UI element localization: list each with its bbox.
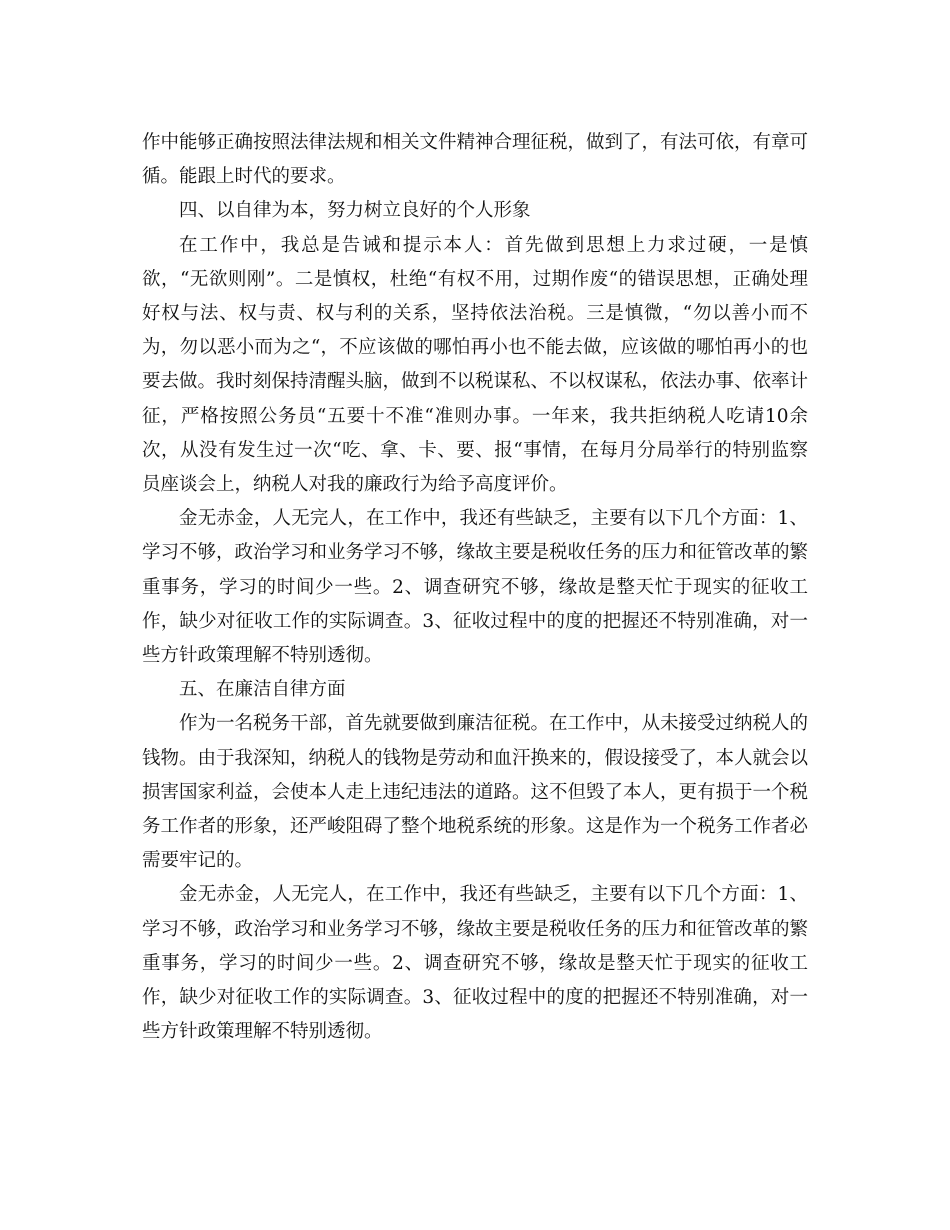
paragraph-shortcomings: 金无赤金，人无完人，在工作中，我还有些缺乏，主要有以下几个方面：1、学习不够，政治学习和业务学习不够，缘故主要是税收任务的压力和征管改革的繁重事务，学习的时间少一些。2、调查研究不够，缘故是整天忙于现实的征收工作，缺少对征收工作的实际调查。3、征收过程中的度的把握还不特别准确，对一些方针政策理解不特别透彻。 [142,508,809,667]
section-heading-self-discipline: 四、以自律为本，努力树立良好的个人形象 [179,200,531,222]
paragraph-integrity: 作为一名税务干部，首先就要做到廉洁征税。在工作中，从未接受过纳税人的钱物。由于我深知，纳税人的钱物是劳动和血汗换来的，假设接受了，本人就会以损害国家利益，会使本人走上违纪违法的道路。这不但毁了本人，更有损于一个税务工作者的形象，还严峻阻碍了整个地税系统的形象。这是作为一个税务工作者必需要牢记的。 [142,713,809,872]
paragraph-shortcomings-repeat: 金无赤金，人无完人，在工作中，我还有些缺乏，主要有以下几个方面：1、学习不够，政治学习和业务学习不够，缘故主要是税收任务的压力和征管改革的繁重事务，学习的时间少一些。2、调查研究不够，缘故是整天忙于现实的征收工作，缺少对征收工作的实际调查。3、征收过程中的度的把握还不特别准确，对一些方针政策理解不特别透彻。 [142,884,809,1043]
section-heading-integrity: 五、在廉洁自律方面 [179,679,346,701]
paragraph-work-conduct: 在工作中，我总是告诫和提示本人：首先做到思想上力求过硬，一是慎欲，“无欲则刚”。二是慎权，杜绝“有权不用，过期作废“的错误思想，正确处理好权与法、权与责、权与利的关系，坚持依法治税。三是慎微，“勿以善小而不为，勿以恶小而为之“，不应该做的哪怕再小也不能去做，应该做的哪怕再小的也要去做。我时刻保持清醒头脑，做到不以税谋私、不以权谋私，依法办事、依率计征，严格按照公务员“五要十不准“准则办事。一年来，我共拒纳税人吃请10余次，从没有发生过一次“吃、拿、卡、要、报“事情，在每月分局举行的特别监察员座谈会上，纳税人对我的廉政行为给予高度评价。 [142,234,809,496]
document-body [142,126,808,1049]
paragraph-continuation: 作中能够正确按照法律法规和相关文件精神合理征税，做到了，有法可依，有章可循。能跟上时代的要求。 [142,132,809,188]
